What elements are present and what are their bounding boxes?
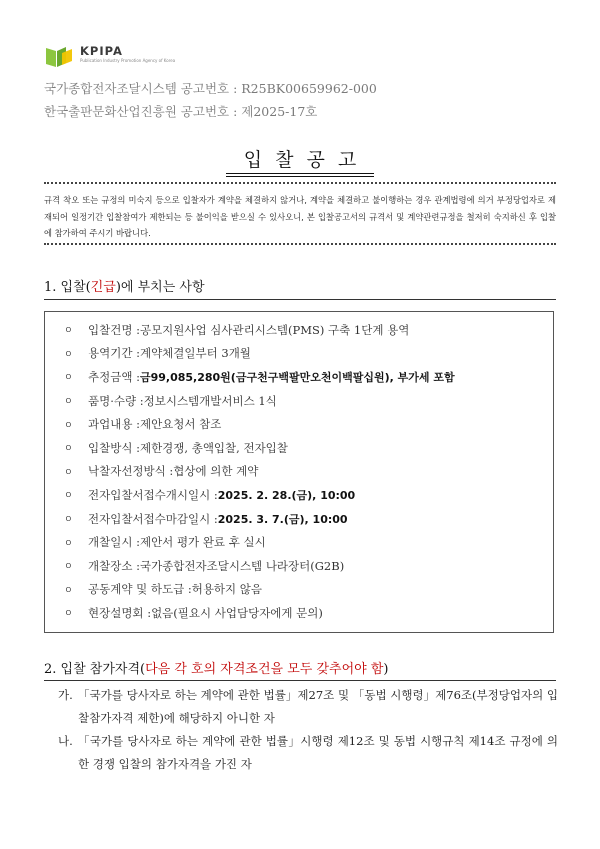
section-2-heading: 2. 입찰 참가자격(다음 각 호의 자격조건을 모두 갖추어야 함) — [44, 662, 389, 677]
bid-info-label: 품명·수량 : — [88, 393, 144, 408]
bid-info-value: 협상에 의한 계약 — [173, 464, 259, 479]
notice-number-g2b: 국가종합전자조달시스템 공고번호 : R25BK00659962-000 — [44, 81, 377, 96]
document-title — [0, 145, 600, 172]
bid-info-label: 전자입찰서접수마감일시 : — [88, 511, 218, 526]
document-title-text: 입찰공고 — [243, 149, 370, 171]
bid-info-list — [64, 318, 455, 625]
bid-info-label: 입찰방식 : — [88, 440, 140, 455]
bid-info-item — [64, 601, 455, 625]
bid-info-label: 추정금액 : — [88, 369, 140, 384]
title-underline-2 — [226, 176, 374, 177]
bid-info-value: 없음(필요시 사업담당자에게 문의) — [151, 605, 323, 620]
section-1-rule — [44, 299, 556, 300]
bid-info-value-bold: 2025. 2. 28.(금), 10:00 — [217, 488, 356, 502]
bid-info-item — [64, 436, 455, 460]
bid-info-item — [64, 342, 455, 366]
bid-info-value: 제안요청서 참조 — [139, 417, 222, 432]
qualification-item — [58, 730, 558, 776]
qualification-marker: 가. — [58, 688, 73, 702]
section-1-heading: 1. 입찰(긴급)에 부치는 사항 — [44, 280, 205, 295]
qualification-text: 「국가를 당사자로 하는 계약에 관한 법률」제27조 및 「동법 시행령」제76조(부정당업자의 입찰참가자격 제한)에 해당하지 아니한 자 — [78, 688, 558, 725]
bid-info-value: 국가종합전자조달시스템 나라장터(G2B) — [139, 558, 345, 573]
kpipa-logo — [44, 45, 175, 69]
bid-info-value: 정보시스템개발서비스 1식 — [143, 393, 277, 408]
bid-info-item — [64, 507, 455, 531]
notice-number-kpipa: 한국출판문화산업진흥원 공고번호 : 제2025-17호 — [44, 104, 318, 119]
bullet-mark: ㅇ — [64, 444, 73, 455]
bullet-mark: ㅇ — [64, 491, 73, 502]
qualification-text: 「국가를 당사자로 하는 계약에 관한 법률」시행령 제12조 및 동법 시행규칙 제14조 규정에 의한 경쟁 입찰의 참가자격을 가진 자 — [78, 734, 558, 771]
bullet-mark: ㅇ — [64, 397, 73, 408]
bid-info-value: 공모지원사업 심사관리시스템(PMS) 구축 1단계 용역 — [139, 322, 410, 337]
bid-info-label: 공동계약 및 하도급 : — [88, 582, 192, 597]
bullet-mark: ㅇ — [64, 609, 73, 620]
kpipa-logo-icon — [44, 45, 74, 69]
bid-info-box — [44, 311, 554, 633]
urgent-label: 긴급 — [90, 280, 116, 295]
bid-info-value-bold: 2025. 3. 7.(금), 10:00 — [217, 512, 348, 526]
dotted-divider-top — [44, 182, 556, 184]
bullet-mark: ㅇ — [64, 538, 73, 549]
bid-info-item — [64, 389, 455, 413]
bid-info-label: 용역기간 : — [88, 346, 140, 361]
title-underline — [226, 173, 374, 174]
bid-info-value: 제안서 평가 완료 후 실시 — [139, 535, 266, 550]
logo-subtitle: Publication Industry Promotion Agency of Korea — [80, 58, 176, 63]
bid-info-item — [64, 578, 455, 602]
bid-info-label: 개찰장소 : — [88, 558, 140, 573]
bid-info-item — [64, 365, 455, 389]
dotted-divider-bottom — [44, 243, 556, 245]
bullet-mark: ㅇ — [64, 420, 73, 431]
bullet-mark: ㅇ — [64, 515, 73, 526]
logo-name: KPIPA — [80, 44, 123, 58]
bid-info-item — [64, 530, 455, 554]
bid-info-label: 과업내용 : — [88, 417, 140, 432]
bullet-mark: ㅇ — [64, 585, 73, 596]
bid-info-item — [64, 412, 455, 436]
bid-info-label: 낙찰자선정방식 : — [88, 464, 174, 479]
qualification-list — [58, 684, 558, 776]
bid-info-label: 입찰건명 : — [88, 322, 140, 337]
bullet-mark: ㅇ — [64, 562, 73, 573]
bid-info-value-bold: 금99,085,280원(금구천구백팔만오천이백팔십원), 부가세 포함 — [139, 370, 455, 384]
qualification-item — [58, 684, 558, 730]
section-2-rule — [44, 680, 556, 681]
bid-info-value: 허용하지 않음 — [191, 582, 263, 597]
bid-info-label: 개찰일시 : — [88, 535, 140, 550]
bid-info-item — [64, 318, 455, 342]
bullet-mark: ㅇ — [64, 467, 73, 478]
bid-info-item — [64, 483, 455, 507]
bid-info-item — [64, 554, 455, 578]
bid-info-value: 제한경쟁, 총액입찰, 전자입찰 — [139, 440, 288, 455]
bullet-mark: ㅇ — [64, 326, 73, 337]
bid-info-label: 현장설명회 : — [88, 605, 152, 620]
intro-warning-text: 규격 착오 또는 규정의 미숙지 등으로 입찰자가 계약을 체결하지 않거나, 계약을 체결하고 불이행하는 경우 관계법령에 의거 부정당업자로 제재되어 일정기간 입찰참여가 제한되는 등 불이익을 받으실 수 있사오니, 본 입찰공고서의 규격서 및 계약관련규정을 철저히 숙지하신 후 입찰에 참가하여 주시기 바랍니다. — [44, 195, 556, 238]
qualification-marker: 나. — [58, 734, 73, 748]
bid-info-label: 전자입찰서접수개시일시 : — [88, 487, 218, 502]
bid-info-value: 계약체결일부터 3개월 — [139, 346, 251, 361]
bid-info-item — [64, 460, 455, 484]
bullet-mark: ㅇ — [64, 349, 73, 360]
bullet-mark: ㅇ — [64, 373, 73, 384]
qualification-note: 다음 각 호의 자격조건을 모두 갖추어야 함 — [145, 662, 384, 677]
